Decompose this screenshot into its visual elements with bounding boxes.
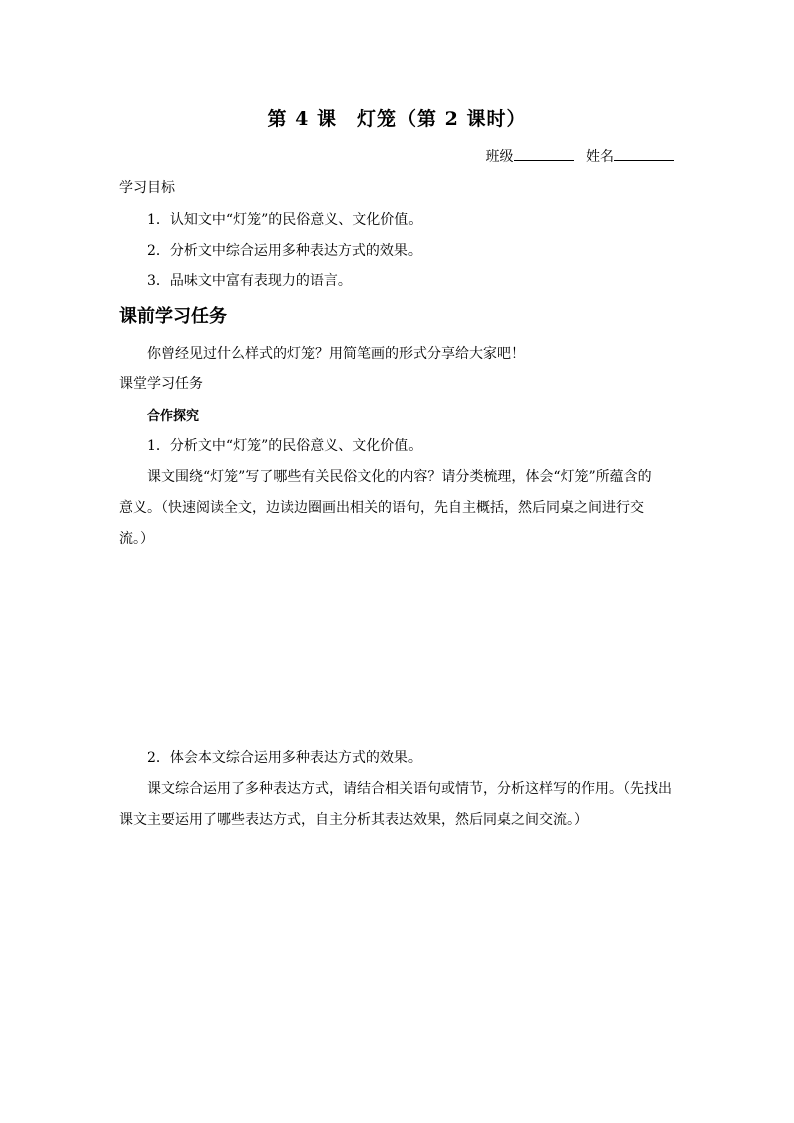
pre-task-heading: 课前学习任务 <box>119 306 227 327</box>
goal-item: 2．分析文中综合运用多种表达方式的效果。 <box>147 243 422 259</box>
cooperation-subheading: 合作探究 <box>147 409 200 424</box>
pre-task-text: 你曾经见过什么样式的灯笼？用简笔画的形式分享给大家吧！ <box>147 346 525 362</box>
question-2-line: 课文综合运用了多种表达方式，请结合相关语句或情节，分析这样写的作用。（先找出 <box>147 781 672 797</box>
question-1-line: 流。） <box>119 531 154 547</box>
question-1-line: 意义。（快速阅读全文，边读边圈画出相关的语句，先自主概括，然后同桌之间进行交 <box>119 500 644 516</box>
goals-heading: 学习目标 <box>119 180 175 196</box>
name-blank[interactable] <box>614 146 674 161</box>
goal-item: 3．品味文中富有表现力的语言。 <box>147 273 352 289</box>
goal-item: 1．认知文中“灯笼”的民俗意义、文化价值。 <box>147 212 423 228</box>
class-blank[interactable] <box>514 146 574 161</box>
question-2-title: 2．体会本文综合运用多种表达方式的效果。 <box>147 750 422 766</box>
class-label: 班级 <box>485 149 514 165</box>
question-1-line: 课文围绕“灯笼”写了哪些有关民俗文化的内容？请分类梳理，体会“灯笼”所蕴含的 <box>147 469 652 485</box>
question-2-line: 课文主要运用了哪些表达方式，自主分析其表达效果，然后同桌之间交流。） <box>119 812 588 828</box>
class-task-heading: 课堂学习任务 <box>119 376 203 392</box>
question-1-title: 1．分析文中“灯笼”的民俗意义、文化价值。 <box>147 438 423 454</box>
page-title: 第 4 课 灯笼（第 2 课时） <box>267 108 527 130</box>
class-name-line <box>486 146 674 166</box>
name-label: 姓名 <box>586 149 614 165</box>
